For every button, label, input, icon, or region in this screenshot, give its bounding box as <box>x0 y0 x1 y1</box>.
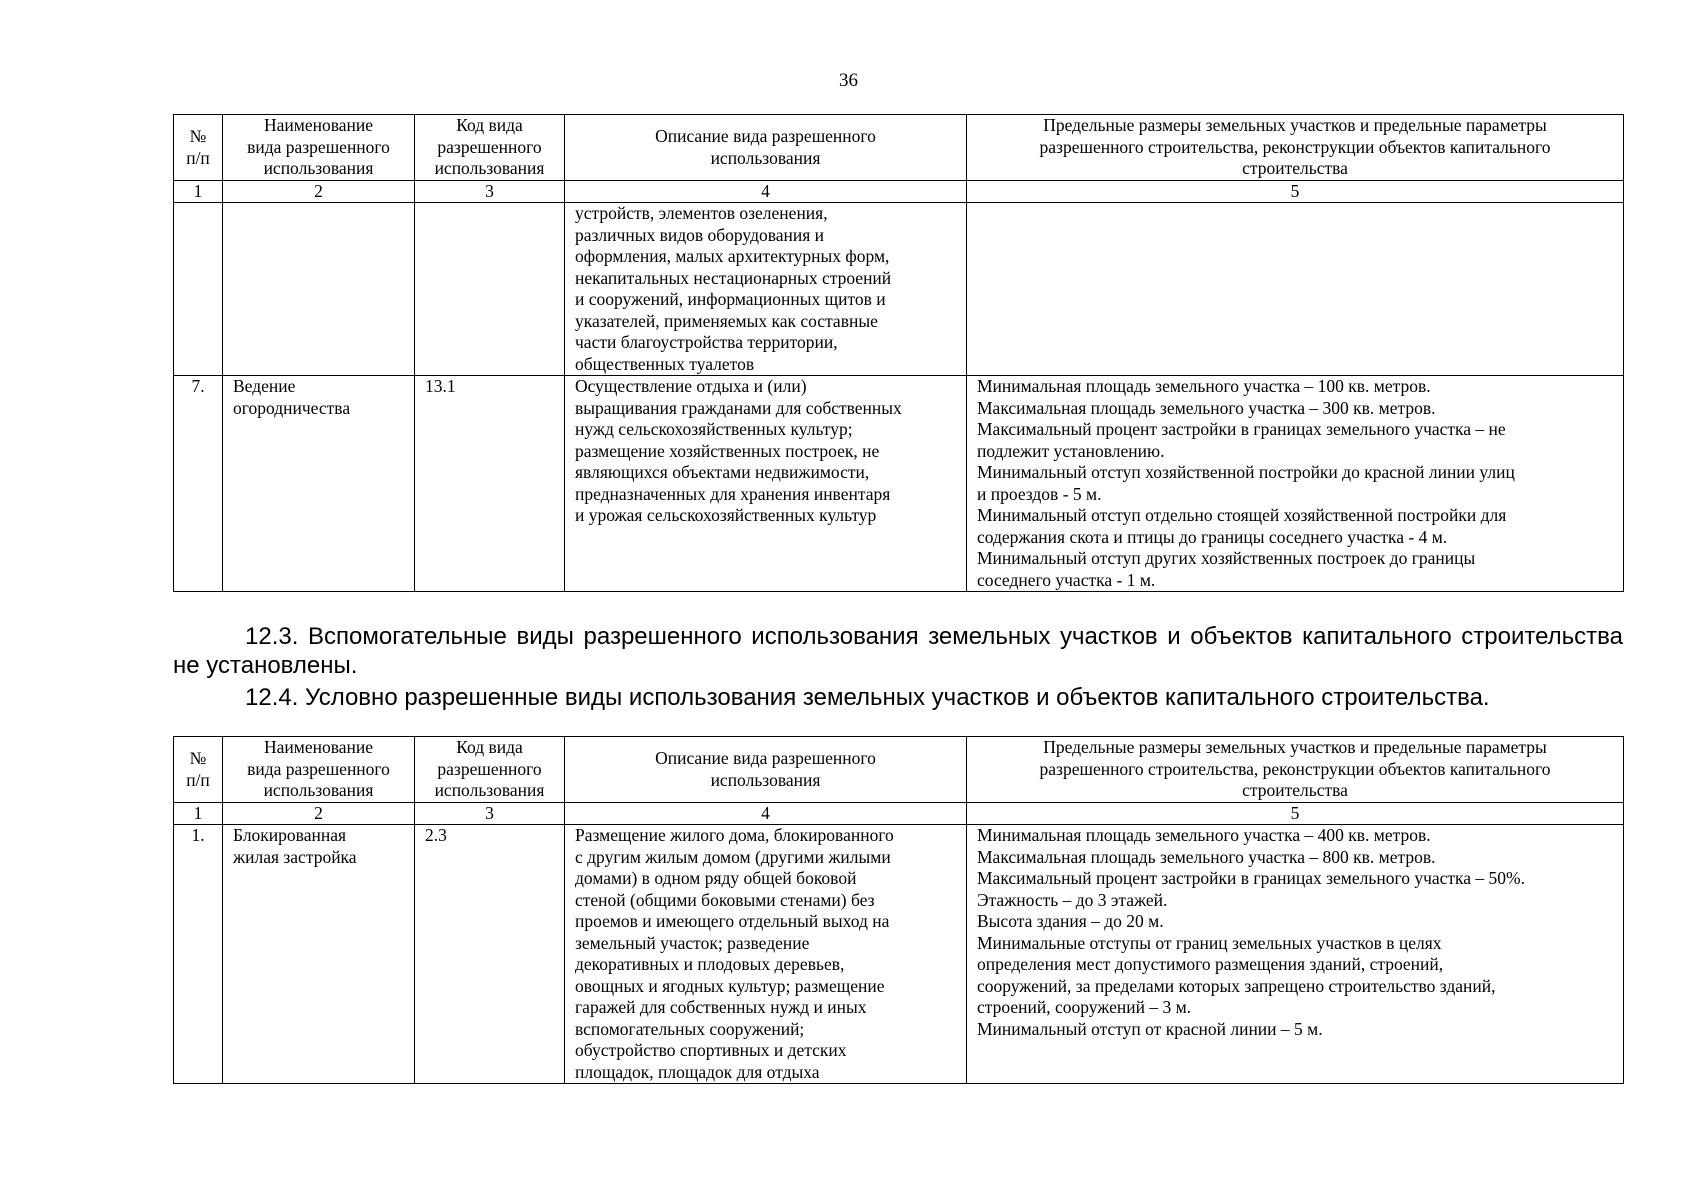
row-use-code: 13.1 <box>415 376 565 592</box>
header-use-code: Код вида разрешенного использования <box>415 115 565 181</box>
column-number: 5 <box>967 803 1624 825</box>
row-number: 7. <box>174 376 223 592</box>
row-use-name <box>223 203 415 376</box>
paragraph-text: 12.4. Условно разрешенные виды использования земельных участков и объектов капитального строительства. <box>245 684 1490 711</box>
row-use-name: Блокированная жилая застройка <box>223 825 415 1084</box>
header-use-name: Наименование вида разрешенного использования <box>223 115 415 181</box>
page-number: 36 <box>839 70 858 91</box>
header-number: № п/п <box>174 115 223 181</box>
row-limit-params: Минимальная площадь земельного участка – 400 кв. метров. Максимальная площадь земельного участка – 800 кв. метров. Максимальный процент застройки в границах земельного участка – 50%. Этажность – до 3 этажей. Высота здания – до 20 м. Минимальные отступы от границ земельных участков в целях определения мест допустимого размещения зданий, строений, сооружений, за пределами которых запрещено строительство зданий, строений, сооружений – 3 м. Минимальный отступ от красной линии – 5 м. <box>967 825 1624 1084</box>
row-use-code <box>415 203 565 376</box>
column-number: 3 <box>415 181 565 203</box>
row-limit-params <box>967 203 1624 376</box>
land-use-table-main <box>173 114 1624 592</box>
row-use-code: 2.3 <box>415 825 565 1084</box>
table-header-row <box>174 115 1624 181</box>
header-limit-params: Предельные размеры земельных участков и предельные параметры разрешенного строительства, реконструкции объектов капитального строительства <box>967 737 1624 803</box>
column-number-row <box>174 181 1624 203</box>
column-number-row <box>174 803 1624 825</box>
column-number: 4 <box>565 803 967 825</box>
column-number: 2 <box>223 181 415 203</box>
column-number: 5 <box>967 181 1624 203</box>
column-number: 4 <box>565 181 967 203</box>
row-use-description: Осуществление отдыха и (или) выращивания гражданами для собственных нужд сельскохозяйственных культур; размещение хозяйственных построек, не являющихся объектами недвижимости, предназначенных для хранения инвентаря и урожая сельскохозяйственных культур <box>565 376 967 592</box>
table-row <box>174 203 1624 376</box>
table-row <box>174 376 1624 592</box>
column-number: 3 <box>415 803 565 825</box>
row-number <box>174 203 223 376</box>
header-use-description: Описание вида разрешенного использования <box>565 115 967 181</box>
row-use-description: устройств, элементов озеленения, различных видов оборудования и оформления, малых архитектурных форм, некапитальных нестационарных строений и сооружений, информационных щитов и указателей, применяемых как составные части благоустройства территории, общественных туалетов <box>565 203 967 376</box>
table-row <box>174 825 1624 1084</box>
table-header-row <box>174 737 1624 803</box>
section-12-3-paragraph <box>173 622 1623 680</box>
header-use-name: Наименование вида разрешенного использования <box>223 737 415 803</box>
header-use-code: Код вида разрешенного использования <box>415 737 565 803</box>
paragraph-text: 12.3. Вспомогательные виды разрешенного использования земельных участков и объектов капитального строительства не установлены. <box>173 623 1623 679</box>
row-use-name: Ведение огородничества <box>223 376 415 592</box>
column-number: 2 <box>223 803 415 825</box>
column-number: 1 <box>174 181 223 203</box>
header-number: № п/п <box>174 737 223 803</box>
column-number: 1 <box>174 803 223 825</box>
land-use-table-conditional <box>173 736 1624 1084</box>
header-limit-params: Предельные размеры земельных участков и предельные параметры разрешенного строительства, реконструкции объектов капитального строительства <box>967 115 1624 181</box>
row-use-description: Размещение жилого дома, блокированного с другим жилым домом (другими жилыми домами) в одном ряду общей боковой стеной (общими боковыми стенами) без проемов и имеющего отдельный выход на земельный участок; разведение декоративных и плодовых деревьев, овощных и ягодных культур; размещение гаражей для собственных нужд и иных вспомогательных сооружений; обустройство спортивных и детских площадок, площадок для отдыха <box>565 825 967 1084</box>
row-number: 1. <box>174 825 223 1084</box>
row-limit-params: Минимальная площадь земельного участка – 100 кв. метров. Максимальная площадь земельного участка – 300 кв. метров. Максимальный процент застройки в границах земельного участка – не подлежит установлению. Минимальный отступ хозяйственной постройки до красной линии улиц и проездов - 5 м. Минимальный отступ отдельно стоящей хозяйственной постройки для содержания скота и птицы до границы соседнего участка - 4 м. Минимальный отступ других хозяйственных построек до границы соседнего участка - 1 м. <box>967 376 1624 592</box>
section-12-4-paragraph <box>173 683 1623 712</box>
header-use-description: Описание вида разрешенного использования <box>565 737 967 803</box>
